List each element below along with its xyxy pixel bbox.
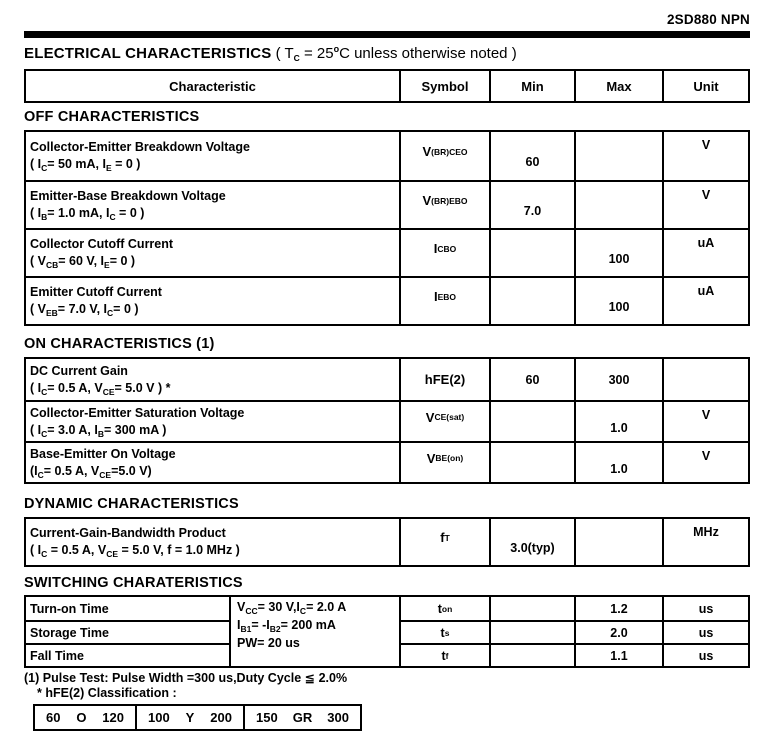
footnote-hfe-classification — [24, 686, 750, 701]
unit-cell: V — [662, 180, 748, 228]
max-cell — [574, 132, 662, 180]
max-cell — [574, 180, 662, 228]
max-cell: 1.1 — [574, 643, 662, 666]
characteristic-cell — [26, 359, 399, 400]
unit-cell: V — [662, 441, 748, 482]
title-main: ELECTRICAL CHARACTERISTICS — [24, 45, 272, 62]
footnote-hfe-text: hFE(2) Classification : — [45, 686, 177, 700]
symbol-cell: V CE(sat) — [399, 400, 489, 441]
class-code: GR — [292, 710, 313, 725]
symbol-cell: hFE(2) — [399, 359, 489, 400]
characteristic-cell — [26, 132, 399, 180]
max-cell: 300 — [574, 359, 662, 400]
min-cell: 60 — [489, 359, 574, 400]
section-switching-title: SWITCHING CHARATERISTICS — [24, 575, 243, 591]
switching-conditions-cell — [229, 597, 399, 666]
col-characteristic: Characteristic — [169, 78, 256, 94]
characteristic-cell — [26, 276, 399, 324]
test-conditions: ( $I_B= 1.0$ mA, $I_C = 0$ ) — [30, 206, 145, 222]
characteristic-cell — [26, 228, 399, 276]
symbol-cell: V BE(on) — [399, 441, 489, 482]
min-cell: 7.0 — [489, 180, 574, 228]
condition-line: $V_{CC}= 30$ $V,I_C= 2.0$ A — [237, 600, 347, 616]
class-code: O — [76, 710, 87, 725]
characteristic-name: Collector-Emitter Breakdown Voltage — [30, 140, 250, 155]
symbol-cell: t on — [399, 597, 489, 620]
class-code: Y — [185, 710, 195, 725]
electrical-characteristics-title — [24, 45, 750, 62]
unit-cell: MHz — [662, 519, 748, 565]
class-high: 300 — [327, 710, 349, 725]
characteristic-cell — [26, 180, 399, 228]
class-high: 200 — [210, 710, 232, 725]
condition-line: $I_{B1}= -I_{B2}= 200$ mA — [237, 618, 336, 635]
characteristic-name: DC Current Gain — [30, 363, 128, 378]
test-conditions: ( $I_C = 0.5$ A, $V_{CE} = 5.0$ V, f = 1.0 MHz ) — [30, 543, 240, 559]
unit-cell: us — [662, 643, 748, 666]
characteristic-cell: Fall Time — [26, 643, 229, 666]
test-conditions: ($I_C= 0.5$ A, $V_{CE}=5.0$ V) — [30, 463, 152, 480]
symbol-cell: I EBO — [399, 276, 489, 324]
test-conditions: ( $I_C= 50$ mA, $I_E = 0$ ) — [30, 157, 141, 173]
col-max: Max — [574, 71, 662, 101]
characteristic-name: Base-Emitter On Voltage — [30, 446, 176, 461]
class-low: 60 — [46, 710, 61, 725]
min-cell — [489, 228, 574, 276]
min-cell — [489, 276, 574, 324]
min-cell: 60 — [489, 132, 574, 180]
test-conditions: ( $I_C= 3.0$ A, $I_B= 300$ mA ) — [30, 422, 167, 439]
characteristic-cell — [26, 519, 399, 565]
symbol-cell: t s — [399, 620, 489, 643]
symbol-cell: t f — [399, 643, 489, 666]
class-low: 100 — [148, 710, 170, 725]
unit-cell: uA — [662, 276, 748, 324]
off-characteristics-table — [24, 130, 750, 326]
footnote-asterisk: * — [37, 686, 42, 700]
classification-cell-gr — [243, 706, 360, 729]
unit-cell: us — [662, 597, 748, 620]
unit-cell: V — [662, 132, 748, 180]
max-cell: 1.2 — [574, 597, 662, 620]
part-number: 2SD880 NPN — [666, 12, 750, 27]
max-cell: 2.0 — [574, 620, 662, 643]
col-symbol: Symbol — [399, 71, 489, 101]
characteristic-name: Collector-Emitter Saturation Voltage — [30, 405, 245, 420]
symbol-cell: I CBO — [399, 228, 489, 276]
header-rule — [24, 31, 750, 38]
classification-cell-y — [135, 706, 243, 729]
col-min: Min — [489, 71, 574, 101]
on-characteristics-table — [24, 357, 750, 484]
title-conditions: ( $T_C = 25^oC$ unless otherwise noted ) — [275, 44, 517, 63]
characteristic-name: Emitter-Base Breakdown Voltage — [30, 189, 226, 204]
characteristic-cell — [26, 400, 399, 441]
col-unit: Unit — [662, 71, 748, 101]
characteristics-table-header — [24, 69, 750, 103]
switching-characteristics-table — [24, 595, 750, 668]
section-on-title: ON CHARACTERISTICS (1) — [24, 336, 215, 352]
hfe-classification-table — [33, 704, 362, 731]
test-conditions: ( $V_{CB}= 60$ V, $I_E= 0$ ) — [30, 254, 136, 270]
max-cell: 1.0 — [574, 400, 662, 441]
min-cell: 3.0(typ) — [489, 519, 574, 565]
characteristic-cell: Storage Time — [26, 620, 229, 643]
characteristic-name: Current-Gain-Bandwidth Product — [30, 526, 226, 541]
characteristic-name: Collector Cutoff Current — [30, 237, 174, 252]
max-cell — [574, 519, 662, 565]
characteristic-cell — [26, 441, 399, 482]
max-cell: 100 — [574, 276, 662, 324]
unit-cell: uA — [662, 228, 748, 276]
max-cell: 1.0 — [574, 441, 662, 482]
characteristic-name: Emitter Cutoff Current — [30, 285, 162, 300]
class-high: 120 — [102, 710, 124, 725]
symbol-cell: V (BR)EBO — [399, 180, 489, 228]
min-cell — [489, 441, 574, 482]
max-cell: 100 — [574, 228, 662, 276]
characteristic-cell: Turn-on Time — [30, 601, 109, 616]
symbol-cell: f T — [399, 519, 489, 565]
test-conditions: ( $I_C= 0.5$ A, $V_{CE}= 5.0$ V ) * — [30, 380, 171, 397]
unit-cell: us — [662, 620, 748, 643]
classification-cell-o — [35, 706, 135, 729]
min-cell — [489, 620, 574, 643]
condition-line: PW= 20 us — [237, 636, 300, 651]
min-cell — [489, 597, 574, 620]
unit-cell: V — [662, 400, 748, 441]
footnote-pulse-test: (1) Pulse Test: Pulse Width =300 us,Duty Cycle ≦ 2.0% — [24, 671, 348, 685]
class-low: 150 — [256, 710, 278, 725]
min-cell — [489, 400, 574, 441]
test-conditions: ( $V_{EB}= 7.0$ V, $I_C= 0$ ) — [30, 302, 139, 318]
unit-cell — [662, 359, 748, 400]
section-off-title: OFF CHARACTERISTICS — [24, 109, 200, 125]
symbol-cell: V (BR)CEO — [399, 132, 489, 180]
min-cell — [489, 643, 574, 666]
section-dynamic-title: DYNAMIC CHARACTERISTICS — [24, 496, 239, 512]
dynamic-characteristics-table — [24, 517, 750, 567]
